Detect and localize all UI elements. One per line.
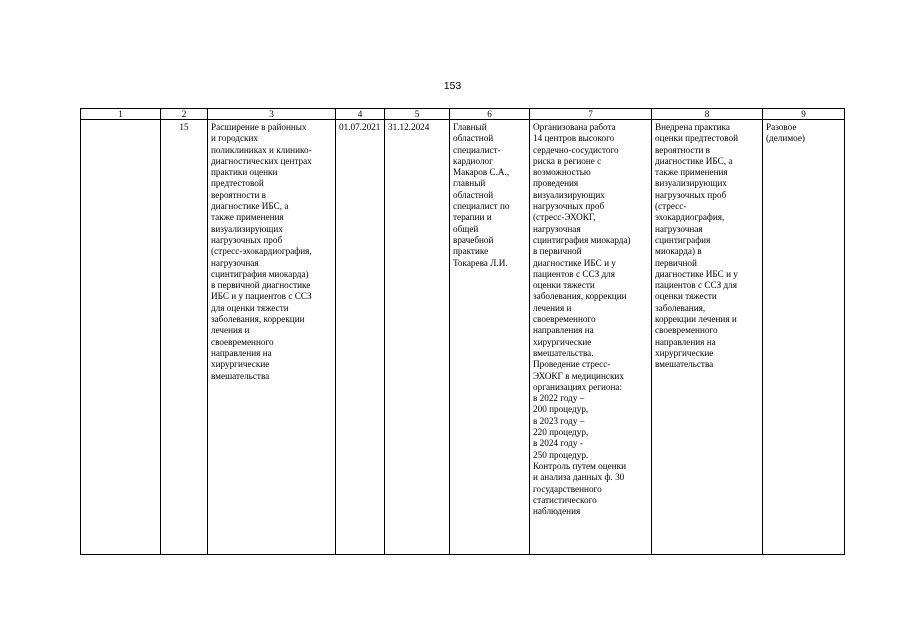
text-line: сцинтиграфия миокарда) [211,268,309,279]
text-line: Организована работа [533,122,616,132]
text-line: сцинтиграфия миокарда) [533,234,631,245]
text-line: эхокардиография, [655,212,725,223]
text-line: лечения и [211,325,250,336]
text-line: направления на [533,325,594,336]
text-line: хирургические [655,347,714,358]
column-header-8: 8 [652,109,763,120]
text-line: вероятности в [211,189,266,200]
text-line: первичной [655,257,697,268]
text-line: сцинтиграфия [655,234,711,245]
text-line: вмешательства [655,359,714,370]
text-line: ЭХОКГ в медицинских [533,370,624,381]
text-line: врачебной [453,234,494,245]
text-line: лечения и [533,302,572,313]
text-line: вмешательства [211,370,270,381]
text-line: специалист по [453,201,510,212]
text-line: заболевания, коррекции [533,291,627,302]
text-line: Расширение в районных [211,122,307,132]
text-line: диагностике ИБС и у [655,268,738,279]
text-line: направления на [211,347,272,358]
plan-table [80,108,845,555]
text-line: оценки предтестовой [655,133,738,144]
text-line: Внедрена практика [655,122,730,132]
cell-start-date: 01.07.2021 [336,120,385,555]
column-header-4: 4 [336,109,385,120]
text-line: миокарда) в [655,246,702,257]
column-header-9: 9 [763,109,845,120]
text-line: кардиолог [453,155,493,166]
text-line: своевременного [211,336,274,347]
text-line: возможностью [533,167,591,178]
text-line: направления на [655,336,716,347]
column-header-7: 7 [530,109,652,120]
cell-section [81,120,161,555]
text-line: своевременного [533,314,596,325]
text-line: (делимое) [766,133,805,144]
cell-responsible [450,120,530,555]
text-line: нагрузочных проб [211,234,283,245]
text-line: коррекции лечения и [655,314,737,325]
cell-result-indicator [652,120,763,555]
text-line: Токарева Л.И. [453,257,508,268]
text-line: визуализирующих [533,189,605,200]
text-line: диагностике ИБС, а [211,201,289,212]
text-line: поликлиниках и клинико- [211,144,312,155]
cell-activity [208,120,336,555]
text-line: и городских [211,133,258,144]
text-line: ИБС и у пациентов с ССЗ [211,291,312,302]
text-line: Главный [453,122,487,132]
text-line: (стресс-эхокардиография, [211,246,312,257]
text-line: практики оценки [211,167,278,178]
text-line: хирургические [211,359,270,370]
text-line: также применения [655,167,728,178]
text-line: Контроль путем оценки [533,460,627,471]
text-line: визуализирующих [655,178,727,189]
table-row [81,120,845,555]
text-line: областной [453,133,494,144]
cell-result-description [530,120,652,555]
text-line: в 2022 году – [533,393,585,404]
cell-end-date: 31.12.2024 [385,120,450,555]
text-line: диагностике ИБС и у [533,257,616,268]
text-line: в 2024 году - [533,438,583,449]
text-line: для оценки тяжести [211,302,289,313]
page-number: 153 [443,80,462,92]
text-line: государственного [533,483,602,494]
text-line: нагрузочная [211,257,259,268]
text-line: в первичной диагностике [211,280,311,291]
text-line: специалист- [453,144,501,155]
text-line: диагностике ИБС, а [655,155,733,166]
text-line: 220 процедур, [533,427,589,438]
text-line: оценки тяжести [655,291,717,302]
text-line: своевременного [655,325,718,336]
text-line: нагрузочных проб [533,201,605,212]
text-line: организациях региона: [533,381,623,392]
text-line: вмешательства. [533,347,594,358]
column-header-5: 5 [385,109,450,120]
column-header-6: 6 [450,109,530,120]
text-line: статистического [533,494,597,505]
text-line: практике [453,246,489,257]
text-line: хирургические [533,336,592,347]
text-line: сердечно-сосудистого [533,144,619,155]
cell-frequency [763,120,845,555]
text-line: в первичной [533,246,582,257]
text-line: пациентов с ССЗ для [655,280,737,291]
text-line: нагрузочная [533,223,581,234]
text-line: главный [453,178,486,189]
text-line: также применения [211,212,284,223]
column-header-2: 2 [161,109,208,120]
text-line: заболевания, коррекции [211,314,305,325]
header-row [81,109,845,120]
text-line: диагностических центрах [211,155,312,166]
text-line: нагрузочная [655,223,703,234]
text-line: наблюдения [533,506,581,517]
text-line: заболевания, [655,302,706,313]
text-line: визуализирующих [211,223,283,234]
text-line: пациентов с ССЗ для [533,268,615,279]
column-header-1: 1 [81,109,161,120]
text-line: областной [453,189,494,200]
column-header-3: 3 [208,109,336,120]
text-line: общей [453,223,479,234]
cell-item-number: 15 [161,120,208,555]
text-line: проведения [533,178,579,189]
text-line: 14 центров высокого [533,133,615,144]
text-line: оценки тяжести [533,280,595,291]
text-line: вероятности в [655,144,710,155]
text-line: Разовое [766,122,797,132]
text-line: (стресс-ЭХОКГ, [533,212,596,223]
text-line: (стресс- [655,201,687,212]
text-line: 250 процедур. [533,449,589,460]
text-line: нагрузочных проб [655,189,727,200]
text-line: 200 процедур, [533,404,589,415]
text-line: и анализа данных ф. 30 [533,472,625,483]
text-line: Проведение стресс- [533,359,611,370]
text-line: предтестовой [211,178,264,189]
text-line: риска в регионе с [533,155,602,166]
text-line: терапии и [453,212,492,223]
text-line: в 2023 году – [533,415,585,426]
text-line: Макаров С.А., [453,167,510,178]
